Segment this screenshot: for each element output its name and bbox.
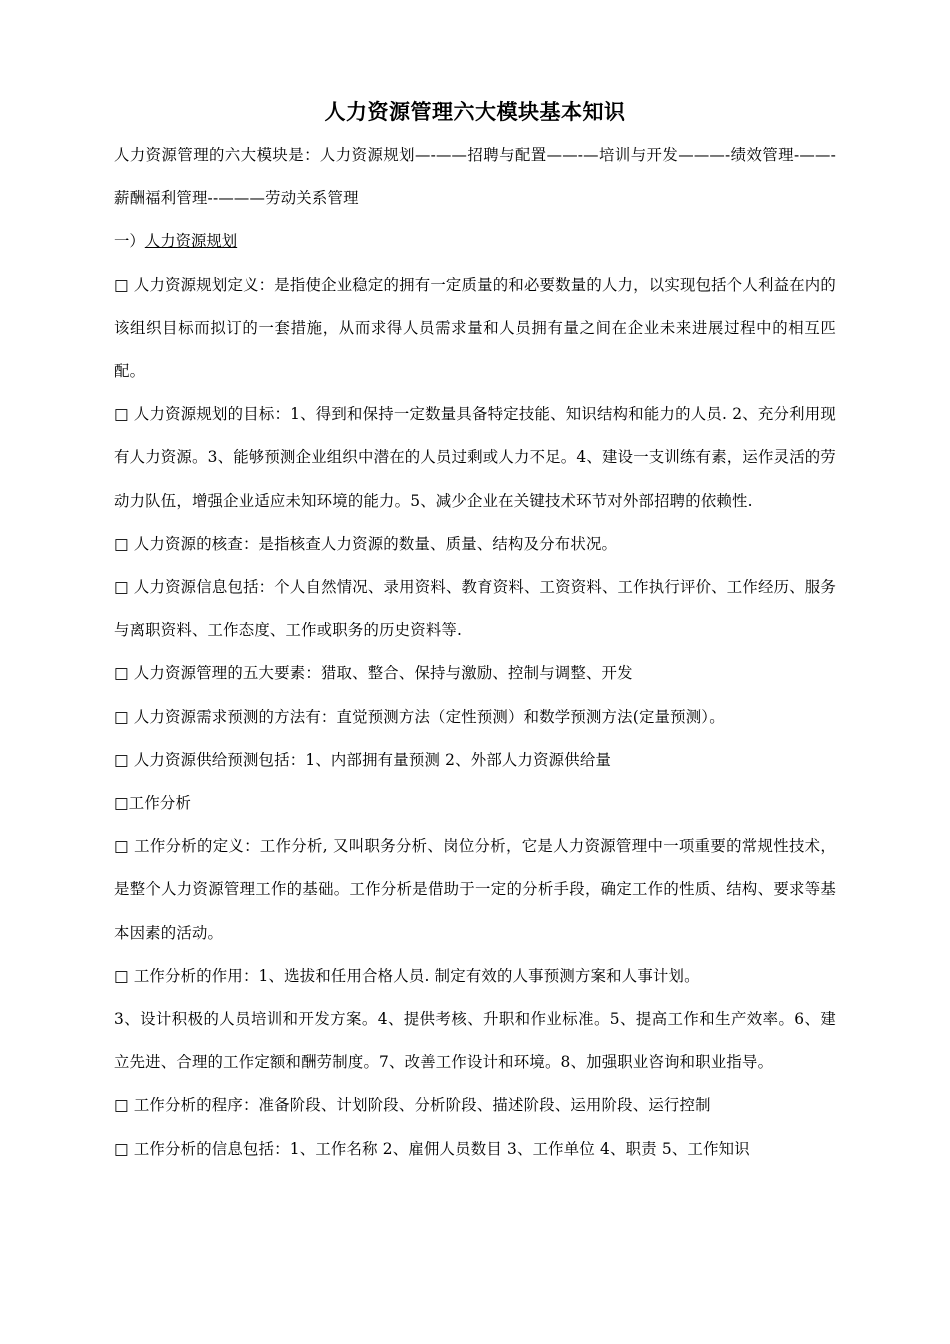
paragraph-demand-forecast: □ 人力资源需求预测的方法有：直觉预测方法（定性预测）和数学预测方法(定量预测）。 xyxy=(114,707,725,726)
paragraph-planning-goals: □ 人力资源规划的目标：1、得到和保持一定数量具备特定技能、知识结构和能力的人员. 2、充分利用现有人力资源。3、能够预测企业组织中潜在的人员过剩或人力不足。4、建设一支训练有素，运作灵活的劳动力队伍，增强企业适应未知环境的能力。5、减少企业在关键技术环节对外部招聘的依赖性. xyxy=(114,405,836,510)
paragraph-job-analysis-info: □ 工作分析的信息包括：1、工作名称 2、雇佣人员数目 3、工作单位 4、职责 5、工作知识 xyxy=(114,1139,750,1158)
paragraph-job-analysis-heading: □工作分析 xyxy=(114,794,192,813)
paragraph-job-analysis-procedure: □ 工作分析的程序：准备阶段、计划阶段、分析阶段、描述阶段、运用阶段、运行控制 xyxy=(114,1096,711,1115)
section-number: 一） xyxy=(114,232,145,251)
paragraph-five-elements: □ 人力资源管理的五大要素：猎取、整合、保持与激励、控制与调整、开发 xyxy=(114,664,633,683)
paragraph-job-analysis-definition: □ 工作分析的定义：工作分析, 又叫职务分析、岗位分析，它是人力资源管理中一项重要的常规性技术，是整个人力资源管理工作的基础。工作分析是借助于一定的分析手段，确定工作的性质、结构、要求等基本因素的活动。 xyxy=(114,837,836,942)
paragraph-job-analysis-role-continued: 3、设计积极的人员培训和开发方案。4、提供考核、升职和作业标准。5、提高工作和生产效率。6、建立先进、合理的工作定额和酬劳制度。7、改善工作设计和环境。8、加强职业咨询和职业指导。 xyxy=(114,1010,836,1072)
paragraph-job-analysis-role: □ 工作分析的作用：1、选拔和任用合格人员. 制定有效的人事预测方案和人事计划。 xyxy=(114,966,700,985)
document-title: 人力资源管理六大模块基本知识 xyxy=(324,100,626,124)
document-page xyxy=(114,92,836,1171)
paragraph-resource-audit: □ 人力资源的核查：是指核查人力资源的数量、质量、结构及分布状况。 xyxy=(114,534,618,553)
paragraph-supply-forecast: □ 人力资源供给预测包括：1、内部拥有量预测 2、外部人力资源供给量 xyxy=(114,750,612,769)
section-heading xyxy=(114,220,836,263)
section-title: 人力资源规划 xyxy=(144,232,238,251)
intro-paragraph: 人力资源管理的六大模块是：人力资源规划—-——招聘与配置——-—培训与开发———-绩效管理-——-薪酬福利管理--———劳动关系管理 xyxy=(114,146,836,208)
paragraph-planning-definition: □ 人力资源规划定义：是指使企业稳定的拥有一定质量的和必要数量的人力，以实现包括个人利益在内的该组织目标而拟订的一套措施，从而求得人员需求量和人员拥有量之间在企业未来进展过程中的相互匹配。 xyxy=(114,275,836,381)
paragraph-resource-info: □ 人力资源信息包括：个人自然情况、录用资料、教育资料、工资资料、工作执行评价、工作经历、服务与离职资料、工作态度、工作或职务的历史资料等. xyxy=(114,578,836,640)
